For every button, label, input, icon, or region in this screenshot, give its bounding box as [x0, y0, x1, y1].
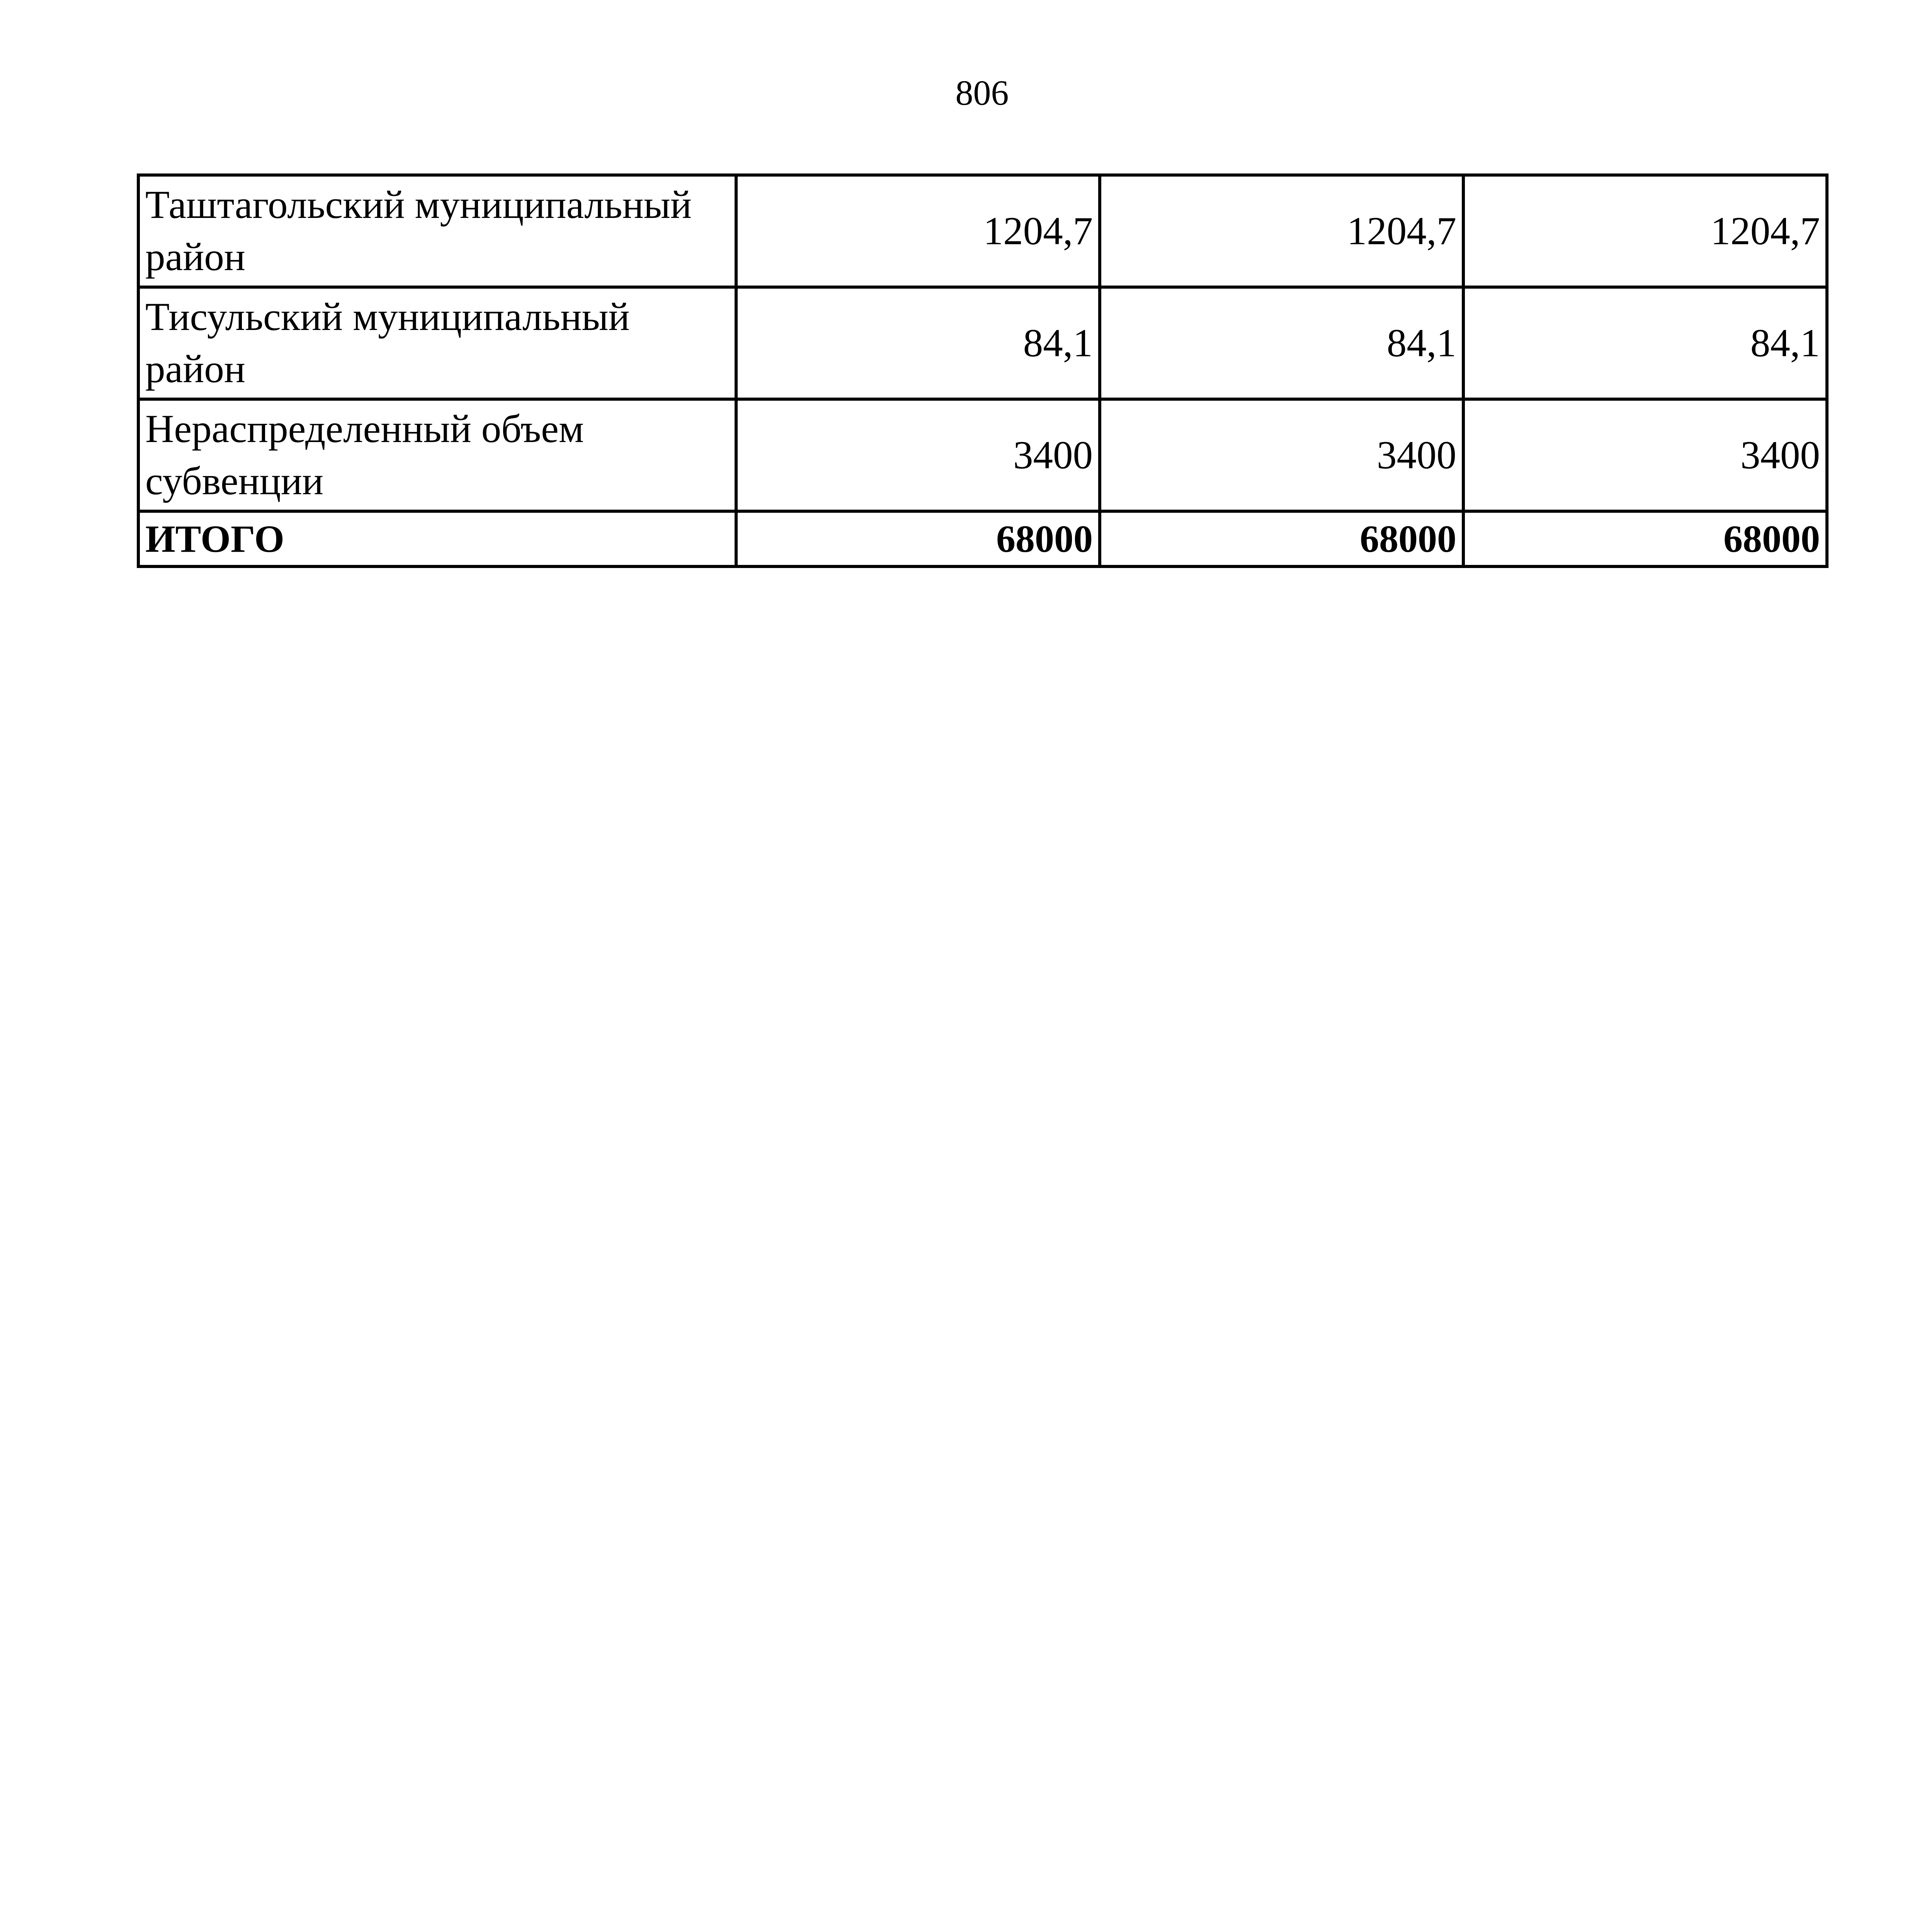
amount-cell: 3400 [736, 399, 1100, 511]
municipality-name: Таштагольский муниципальный район [138, 175, 736, 287]
total-amount-cell: 68000 [1100, 511, 1463, 566]
amount-cell: 84,1 [736, 287, 1100, 399]
total-row [138, 511, 1827, 566]
subvention-table [137, 173, 1829, 568]
municipality-name: Нераспределенный объем субвенции [138, 399, 736, 511]
municipality-name: Тисульский муниципальный район [138, 287, 736, 399]
amount-cell: 84,1 [1100, 287, 1463, 399]
amount-cell: 84,1 [1463, 287, 1827, 399]
total-amount-cell: 68000 [736, 511, 1100, 566]
page-number: 806 [955, 73, 1009, 112]
amount-cell: 1204,7 [1463, 175, 1827, 287]
amount-cell: 3400 [1463, 399, 1827, 511]
amount-cell: 3400 [1100, 399, 1463, 511]
amount-cell: 1204,7 [1100, 175, 1463, 287]
table-row [138, 287, 1827, 399]
total-label: ИТОГО [138, 511, 736, 566]
table-row [138, 399, 1827, 511]
amount-cell: 1204,7 [736, 175, 1100, 287]
table-row [138, 175, 1827, 287]
total-amount-cell: 68000 [1463, 511, 1827, 566]
